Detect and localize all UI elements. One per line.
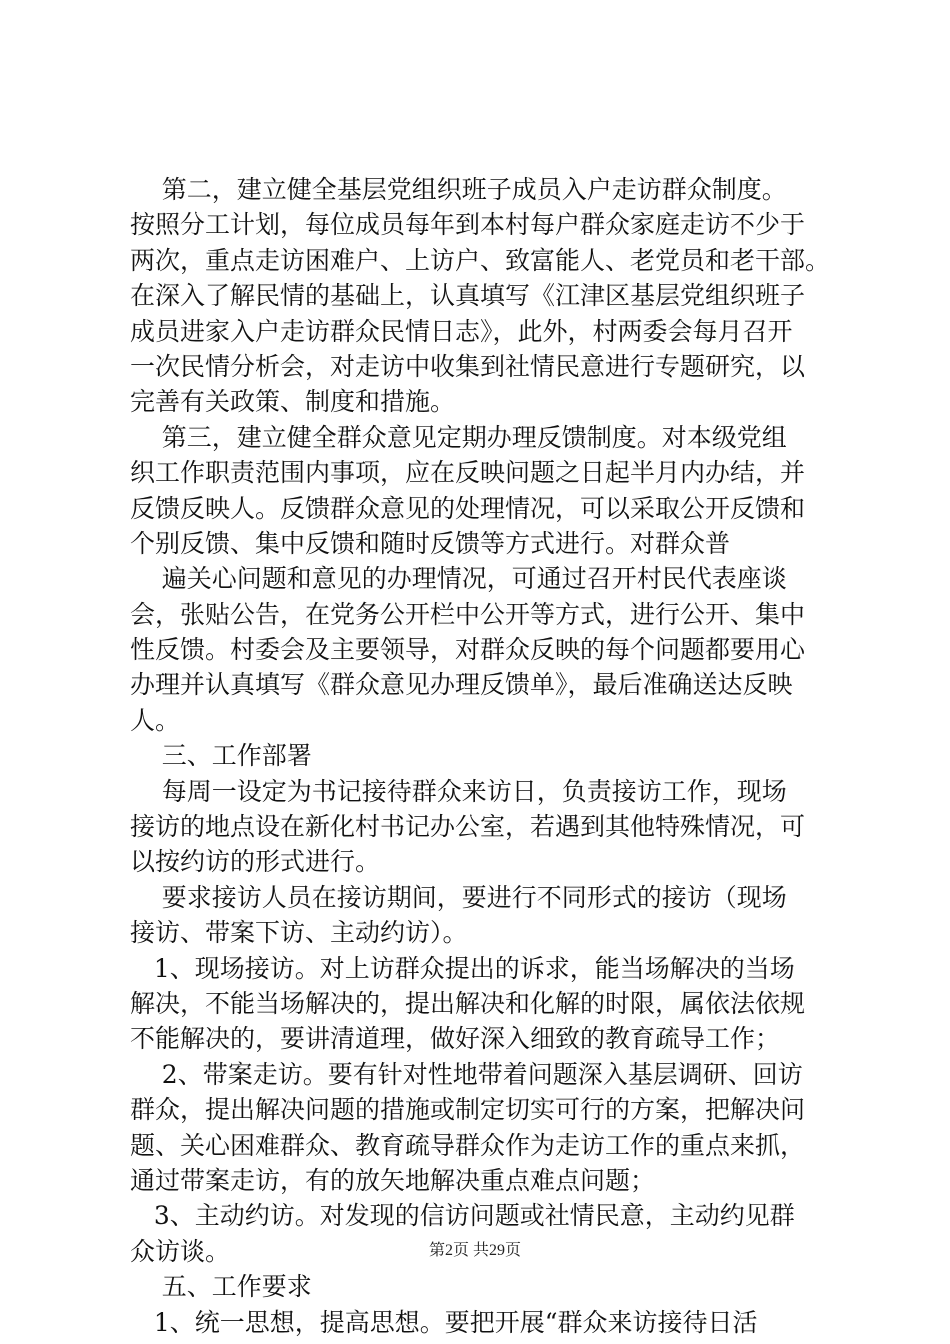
text-line: 反馈反映人。反馈群众意见的处理情况，可以采取公开反馈和 [130, 493, 806, 523]
text-line: 以按约访的形式进行。 [130, 847, 381, 877]
text-line: 人。 [130, 705, 181, 735]
text-line: 众访谈。 [130, 1236, 231, 1266]
text-line: 每周一设定为书记接待群众来访日，负责接访工作，现场 [130, 776, 787, 806]
document-body [130, 172, 830, 1340]
text-line: 三、工作部署 [130, 741, 312, 771]
text-line: 不能解决的，要讲清道理，做好深入细致的教育疏导工作； [130, 1024, 781, 1054]
text-line: 会，张贴公告，在党务公开栏中公开等方式，进行公开、集中 [130, 599, 806, 629]
text-line: 题、关心困难群众、教育疏导群众作为走访工作的重点来抓， [130, 1130, 806, 1160]
text-line: 个别反馈、集中反馈和随时反馈等方式进行。对群众普 [130, 528, 731, 558]
text-line: 按照分工计划，每位成员每年到本村每户群众家庭走访不少于 [130, 210, 806, 240]
text-line: 3、主动约访。对发现的信访问题或社情民意，主动约见群 [130, 1201, 795, 1231]
text-line: 第三，建立健全群众意见定期办理反馈制度。对本级党组 [130, 422, 787, 452]
text-line: 1、统一思想，提高思想。要把开展“群众来访接待日活 [130, 1307, 758, 1337]
text-line: 第二，建立健全基层党组织班子成员入户走访群众制度。 [130, 175, 787, 204]
text-line: 接访的地点设在新化村书记办公室，若遇到其他特殊情况，可 [130, 812, 806, 842]
text-line: 织工作职责范围内事项，应在反映问题之日起半月内办结，并 [130, 458, 806, 488]
text-line: 办理并认真填写《群众意见办理反馈单》，最后准确送达反映 [130, 670, 793, 700]
text-line: 成员进家入户走访群众民情日志》，此外，村两委会每月召开 [130, 316, 793, 346]
text-line: 两次，重点走访困难户、上访户、致富能人、老党员和老干部。 [130, 245, 831, 275]
text-line: 通过带案走访，有的放矢地解决重点难点问题； [130, 1165, 656, 1195]
text-line: 在深入了解民情的基础上，认真填写《江津区基层党组织班子 [130, 281, 806, 311]
text-line: 2、带案走访。要有针对性地带着问题深入基层调研、回访 [130, 1059, 803, 1089]
text-line: 要求接访人员在接访期间，要进行不同形式的接访（现场 [130, 882, 787, 912]
text-line: 解决，不能当场解决的，提出解决和化解的时限，属依法依规 [130, 988, 806, 1018]
text-line: 群众，提出解决问题的措施或制定切实可行的方案，把解决问 [130, 1095, 806, 1125]
text-line: 1、现场接访。对上访群众提出的诉求，能当场解决的当场 [130, 953, 795, 983]
text-line: 接访、带案下访、主动约访）。 [130, 918, 468, 948]
text-line: 完善有关政策、制度和措施。 [130, 387, 456, 417]
page-footer: 第2页 共29页 [428, 1242, 521, 1259]
text-line: 五、工作要求 [130, 1272, 312, 1302]
text-line: 性反馈。村委会及主要领导，对群众反映的每个问题都要用心 [130, 635, 806, 665]
text-line: 遍关心问题和意见的办理情况，可通过召开村民代表座谈 [130, 564, 787, 594]
text-line: 一次民情分析会，对走访中收集到社情民意进行专题研究，以 [130, 351, 806, 381]
